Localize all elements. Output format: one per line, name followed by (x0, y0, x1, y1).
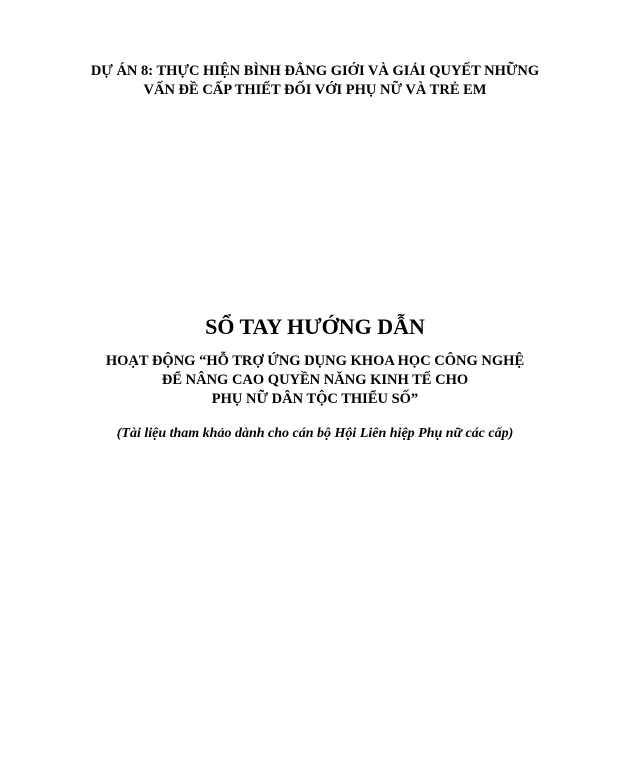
subtitle-line-1: HOẠT ĐỘNG “HỖ TRỢ ỨNG DỤNG KHOA HỌC CÔNG NGHỆ (105, 353, 525, 369)
subtitle-line-3: PHỤ NỮ DÂN TỘC THIỂU SỐ” (211, 391, 419, 407)
document-title: SỔ TAY HƯỚNG DẪN (205, 314, 425, 339)
project-heading (0, 62, 630, 100)
document-subtitle (0, 352, 630, 409)
audience-note: (Tài liệu tham khảo dành cho cán bộ Hội Liên hiệp Phụ nữ các cấp) (116, 426, 514, 441)
project-heading-line-2: VẤN ĐỀ CẤP THIẾT ĐỐI VỚI PHỤ NỮ VÀ TRẺ EM (143, 82, 487, 98)
project-heading-line-1: DỰ ÁN 8: THỰC HIỆN BÌNH ĐẲNG GIỚI VÀ GIẢI QUYẾT NHỮNG (90, 63, 540, 79)
subtitle-line-2: ĐỂ NÂNG CAO QUYỀN NĂNG KINH TẾ CHO (161, 372, 469, 388)
